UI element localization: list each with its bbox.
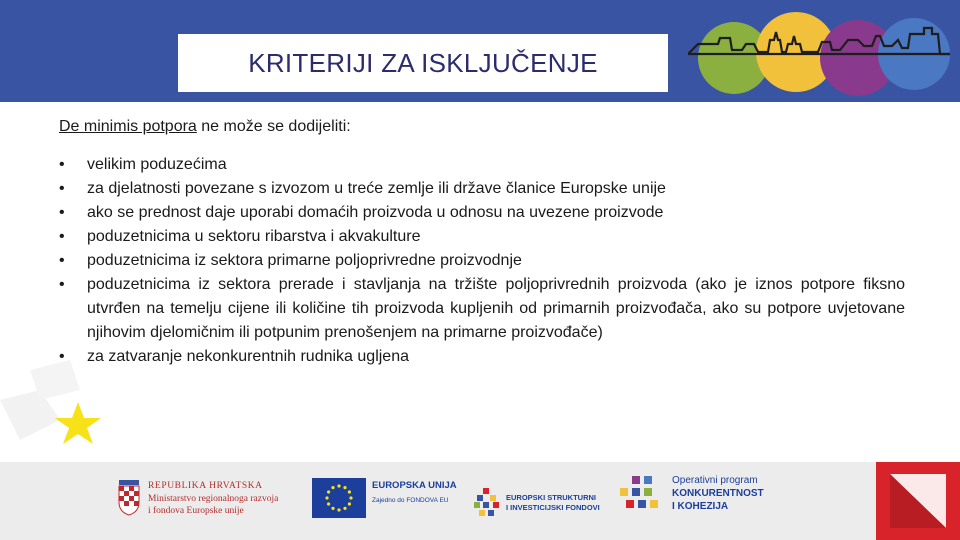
list-item-text: velikim poduzećima — [87, 156, 227, 173]
opk-grid-icon — [620, 476, 660, 516]
star-icon — [55, 402, 101, 444]
opk-text — [672, 474, 764, 513]
eu-subtitle: Zajedno do FONDOVA EU — [372, 497, 449, 504]
title-box — [178, 34, 668, 92]
list-item — [59, 273, 905, 345]
list-item-text: poduzetnicima u sektoru ribarstva i akvakulture — [87, 228, 421, 245]
eu-logo — [312, 478, 460, 518]
header-bar — [0, 0, 960, 102]
esi-line-1: EUROPSKI STRUKTURNI — [506, 493, 597, 502]
list-item-text: poduzetnicima iz sektora prerade i stavljanja na tržište poljoprivrednih proizvoda (ako je iznos potpore fiksno utvrđen na temelju cijene ili količine tih proizvoda kupljenih od primarnih proizvođača, ako su potpore uvjetovane njihovim djelomičnim ili potpunim prenošenjem na primarne proizvođače) — [87, 276, 905, 341]
opk-line-2: KONKURENTNOST — [672, 488, 764, 499]
bullet-icon: • — [59, 348, 65, 365]
esi-funds-logo — [474, 488, 610, 522]
bullet-icon: • — [59, 156, 65, 173]
esi-text — [506, 493, 600, 513]
bullet-icon: • — [59, 180, 65, 197]
ministry-line: Ministarstvo regionalnoga razvoja — [148, 493, 279, 504]
watermark-graphic — [0, 360, 140, 460]
bullet-icon: • — [59, 276, 65, 293]
list-item — [59, 225, 905, 249]
list-item-text: ako se prednost daje uporabi domaćih proizvoda u odnosu na uvezene proizvode — [87, 204, 664, 221]
corner-red-logo — [876, 462, 960, 540]
exclusion-list — [59, 153, 905, 369]
list-item — [59, 177, 905, 201]
list-item-text: poduzetnicima iz sektora primarne poljoprivredne proizvodnje — [87, 252, 522, 269]
ministry-text — [148, 480, 278, 518]
bullet-icon: • — [59, 252, 65, 269]
list-item — [59, 201, 905, 225]
list-item — [59, 249, 905, 273]
bullet-icon: • — [59, 228, 65, 245]
operativni-program-logo — [620, 470, 780, 522]
city-skyline-circles-logo — [688, 10, 950, 102]
eu-flag-icon — [312, 478, 366, 518]
list-item-text: za djelatnosti povezane s izvozom u treće zemlje ili države članice Europske unije — [87, 180, 666, 197]
slide-content — [59, 116, 905, 369]
bullet-icon: • — [59, 204, 65, 221]
intro-rest: ne može se dodijeliti: — [196, 118, 351, 135]
croatian-coat-of-arms-icon — [118, 480, 140, 516]
republika-hrvatska-logo — [118, 478, 310, 522]
list-item-text: za zatvaranje nekonkurentnih rudnika ugljena — [87, 348, 409, 365]
republika-line: REPUBLIKA HRVATSKA — [148, 481, 263, 491]
list-item — [59, 345, 905, 369]
slide-title: KRITERIJI ZA ISKLJUČENJE — [248, 48, 598, 78]
opk-line-3: I KOHEZIJA — [672, 501, 729, 512]
eu-text — [372, 480, 457, 504]
opk-line-1: Operativni program — [672, 475, 758, 486]
esi-mosaic-icon — [474, 488, 500, 518]
intro-line — [59, 116, 905, 138]
eu-title: EUROPSKA UNIJA — [372, 480, 457, 491]
esi-line-2: I INVESTICIJSKI FONDOVI — [506, 503, 600, 512]
intro-underlined: De minimis potpora — [59, 118, 197, 135]
list-item — [59, 153, 905, 177]
ministry-line-2: i fondova Europske unije — [148, 506, 244, 516]
